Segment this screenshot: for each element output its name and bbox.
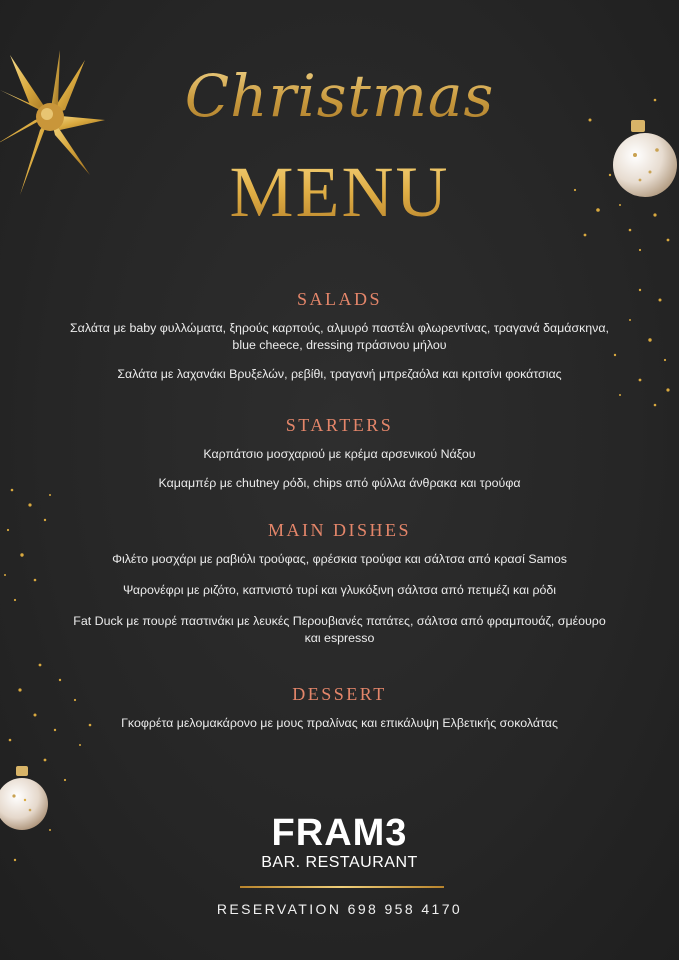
script-title: Christmas — [0, 62, 679, 130]
main-title: MENU — [0, 156, 679, 228]
logo-name: FRAM3 — [271, 812, 408, 854]
menu-item: Φιλέτο μοσχάρι με ραβιόλι τρούφας, φρέσκια τρούφα και σάλτσα από κρασί Samos — [112, 552, 567, 566]
section-salads — [0, 289, 679, 395]
restaurant-logo — [0, 814, 679, 872]
menu-item: Σαλάτα με λαχανάκι Βρυξελών, ρεβίθι, τραγανή μπρεζαόλα και κριτσίνι φοκάτσιας — [117, 367, 562, 381]
section-heading: MAIN DISHES — [267, 520, 411, 540]
section-dessert — [0, 684, 679, 744]
menu-item: Σαλάτα με baby φυλλώματα, ξηρούς καρπούς, αλμυρό παστέλι φλωρεντίνας, τραγανά δαμάσκηνα, blue cheece, dressing πράσινου μήλου — [70, 321, 609, 352]
menu-item: Ψαρονέφρι με ριζότο, καπνιστό τυρί και γλυκόξινη σάλτσα από πετιμέζι και ρόδι — [122, 583, 557, 597]
divider — [240, 886, 444, 888]
section-heading: SALADS — [296, 289, 382, 309]
section-heading: STARTERS — [285, 415, 394, 435]
menu-item: Καμαμπέρ με chutney ρόδι, chips από φύλλα άνθρακα και τρούφα — [158, 476, 521, 490]
logo-subtitle: BAR. RESTAURANT — [261, 854, 418, 871]
menu-item: Γκοφρέτα μελομακάρονο με μους πραλίνας και επικάλυψη Ελβετικής σοκολάτας — [121, 716, 558, 730]
section-starters — [0, 415, 679, 504]
menu-item: Καρπάτσιο μοσχαριού με κρέμα αρσενικού Νάξου — [203, 447, 476, 461]
reservation-phone: RESERVATION 698 958 4170 — [216, 901, 463, 917]
section-main-dishes — [0, 520, 679, 659]
section-heading: DESSERT — [292, 684, 387, 704]
menu-item: Fat Duck με πουρέ παστινάκι με λευκές Περουβιανές πατάτες, σάλτσα από φραμπουάζ, σμέουρο και espresso — [73, 614, 606, 645]
